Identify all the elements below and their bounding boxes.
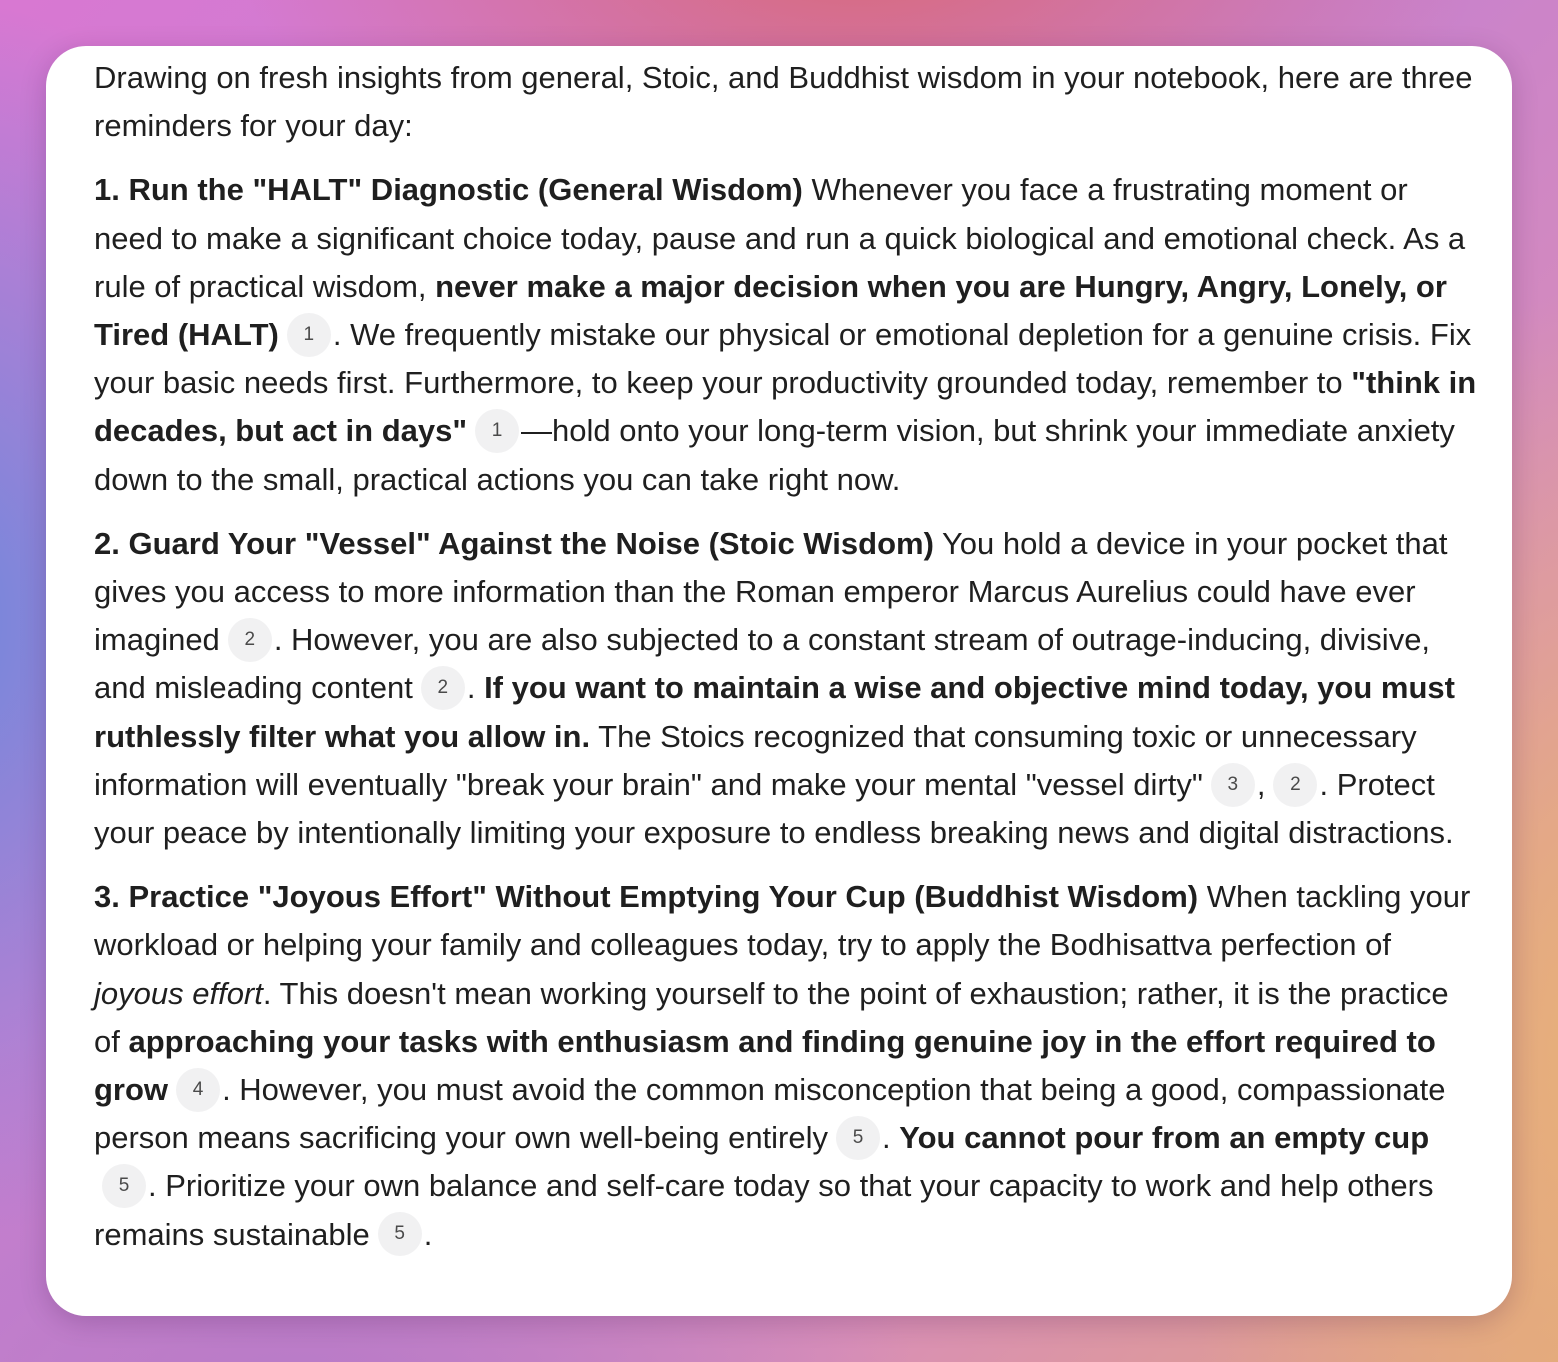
citation-badge[interactable]: 4 [176,1068,220,1112]
section-text: . This doesn't mean working yourself to the point of exhaustion; rather, it is the practice of [94,975,1449,1059]
italic-text: joyous effort [94,975,263,1011]
citation-badge[interactable]: 3 [1211,763,1255,807]
bold-text: "think in decades, but act in days" [94,365,1477,449]
citation-badge[interactable]: 5 [378,1212,422,1256]
section-text: . We frequently mistake our physical or emotional depletion for a genuine crisis. Fix your basic needs first. Furthermore, to keep your productivity grounded today, remember to [94,317,1472,401]
section-text: . [882,1120,900,1156]
section-text: . However, you are also subjected to a constant stream of outrage-inducing, divisive, and misleading content [94,622,1431,706]
intro-text: Drawing on fresh insights from general, Stoic, and Buddhist wisdom in your notebook, here are three reminders for your day: [94,60,1473,144]
section-text: . However, you must avoid the common misconception that being a good, compassionate person means sacrificing your own well-being entirely [94,1072,1446,1156]
citation-badge[interactable]: 1 [287,313,331,357]
bold-text: You cannot pour from an empty cup [899,1120,1430,1156]
citation-badge[interactable]: 5 [102,1164,146,1208]
citation-badge[interactable]: 2 [1273,763,1317,807]
citation-badge[interactable]: 1 [475,409,519,453]
section-text: When tackling your workload or helping your family and colleagues today, try to apply the Bodhisattva perfection of [94,879,1471,963]
response-content [94,54,1480,1259]
section-heading: 2. Guard Your "Vessel" Against the Noise (Stoic Wisdom) [94,525,934,561]
citation-badge[interactable]: 2 [228,618,272,662]
section-halt [94,166,1480,503]
section-text: You hold a device in your pocket that gives you access to more information than the Roman emperor Marcus Aurelius could have ever imagined [94,525,1448,658]
bold-text: never make a major decision when you are Hungry, Angry, Lonely, or Tired (HALT) [94,268,1447,353]
section-joyous-effort [94,873,1480,1259]
section-text: The Stoics recognized that consuming toxic or unnecessary information will eventually "break your brain" and make your mental "vessel dirty" [94,718,1417,802]
citation-badge[interactable]: 5 [836,1116,880,1160]
bold-text: approaching your tasks with enthusiasm and finding genuine joy in the effort required to grow [94,1023,1436,1108]
section-heading: 3. Practice "Joyous Effort" Without Emptying Your Cup (Buddhist Wisdom) [94,879,1199,915]
response-card [46,46,1512,1316]
section-text: , [1256,766,1266,802]
section-text: . Protect your peace by intentionally limiting your exposure to endless breaking news and digital distractions. [94,766,1454,851]
section-vessel [94,520,1480,857]
citation-badge[interactable]: 2 [421,666,465,710]
bold-text: If you want to maintain a wise and objective mind today, you must ruthlessly filter what you allow in. [94,670,1455,754]
section-text: . [466,670,485,706]
section-text: . [423,1216,433,1252]
section-text: . Prioritize your own balance and self-care today so that your capacity to work and help others remains sustainable [94,1168,1434,1252]
section-text: —hold onto your long-term vision, but shrink your immediate anxiety down to the small, practical actions you can take right now. [94,413,1455,497]
section-text: Whenever you face a frustrating moment or need to make a significant choice today, pause and run a quick biological and emotional check. As a rule of practical wisdom, [94,172,1466,304]
section-heading: 1. Run the "HALT" Diagnostic (General Wisdom) [94,172,803,208]
